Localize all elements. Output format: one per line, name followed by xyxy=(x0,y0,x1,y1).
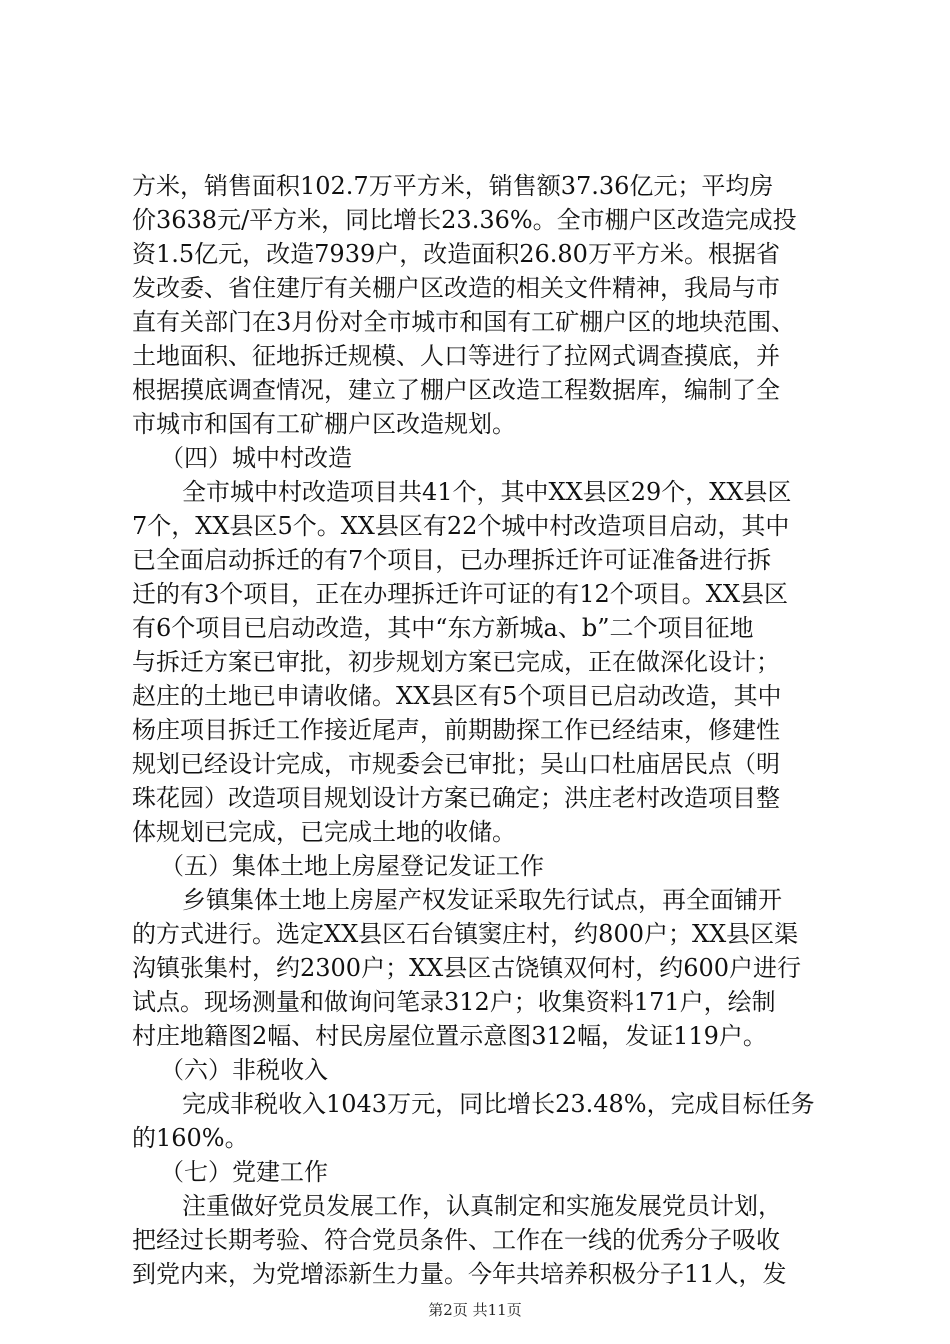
section-heading: （五）集体土地上房屋登记发证工作 xyxy=(160,852,544,880)
text-line: 全市城中村改造项目共41个，其中XX县区29个，XX县区 xyxy=(182,478,792,506)
text-line: 沟镇张集村，约2300户；XX县区古饶镇双何村，约600户进行 xyxy=(132,954,802,982)
text-line: 资1.5亿元，改造7939户，改造面积26.80万平方米。根据省 xyxy=(132,240,780,268)
text-line: 乡镇集体土地上房屋产权发证采取先行试点，再全面铺开 xyxy=(182,886,782,914)
text-line: 规划已经设计完成，市规委会已审批；吴山口杜庙居民点（明 xyxy=(132,750,780,778)
text-line: 的方式进行。选定XX县区石台镇窦庄村，约800户；XX县区渠 xyxy=(132,920,799,948)
text-line: 把经过长期考验、符合党员条件、工作在一线的优秀分子吸收 xyxy=(132,1226,780,1254)
text-line: 根据摸底调查情况，建立了棚户区改造工程数据库，编制了全 xyxy=(132,376,780,404)
text-line: 价3638元/平方米，同比增长23.36%。全市棚户区改造完成投 xyxy=(132,206,797,234)
text-line: 市城市和国有工矿棚户区改造规划。 xyxy=(132,410,516,438)
text-line: 土地面积、征地拆迁规模、人口等进行了拉网式调查摸底，并 xyxy=(132,342,780,370)
text-line: 7个，XX县区5个。XX县区有22个城中村改造项目启动，其中 xyxy=(132,512,790,540)
section-heading: （七）党建工作 xyxy=(160,1158,328,1186)
text-line: 完成非税收入1043万元，同比增长23.48%，完成目标任务 xyxy=(182,1090,815,1118)
text-line: 发改委、省住建厅有关棚户区改造的相关文件精神，我局与市 xyxy=(132,274,780,302)
text-line: 方米，销售面积102.7万平方米，销售额37.36亿元；平均房 xyxy=(132,172,774,200)
text-line: 到党内来，为党增添新生力量。今年共培养积极分子11人，发 xyxy=(132,1260,787,1288)
section-heading: （六）非税收入 xyxy=(160,1056,328,1084)
text-line: 杨庄项目拆迁工作接近尾声，前期勘探工作已经结束，修建性 xyxy=(132,716,780,744)
text-line: 注重做好党员发展工作，认真制定和实施发展党员计划， xyxy=(182,1192,782,1220)
text-line: 迁的有3个项目，正在办理拆迁许可证的有12个项目。XX县区 xyxy=(132,580,788,608)
text-line: 珠花园）改造项目规划设计方案已确定；洪庄老村改造项目整 xyxy=(132,784,780,812)
text-line: 村庄地籍图2幅、村民房屋位置示意图312幅，发证119户。 xyxy=(132,1022,767,1050)
text-line: 直有关部门在3月份对全市城市和国有工矿棚户区的地块范围、 xyxy=(132,308,796,336)
text-line: 与拆迁方案已审批，初步规划方案已完成，正在做深化设计； xyxy=(132,648,780,676)
text-line: 体规划已完成，已完成土地的收储。 xyxy=(132,818,516,846)
section-heading: （四）城中村改造 xyxy=(160,444,352,472)
text-line: 赵庄的土地已申请收储。XX县区有5个项目已启动改造，其中 xyxy=(132,682,782,710)
text-line: 试点。现场测量和做询问笔录312户；收集资料171户，绘制 xyxy=(132,988,776,1016)
page-footer: 第2页 共11页 xyxy=(428,1301,522,1319)
text-line: 已全面启动拆迁的有7个项目，已办理拆迁许可证准备进行拆 xyxy=(132,546,772,574)
text-line: 有6个项目已启动改造，其中“东方新城a、b”二个项目征地 xyxy=(132,614,754,642)
text-line: 的160%。 xyxy=(132,1124,249,1152)
